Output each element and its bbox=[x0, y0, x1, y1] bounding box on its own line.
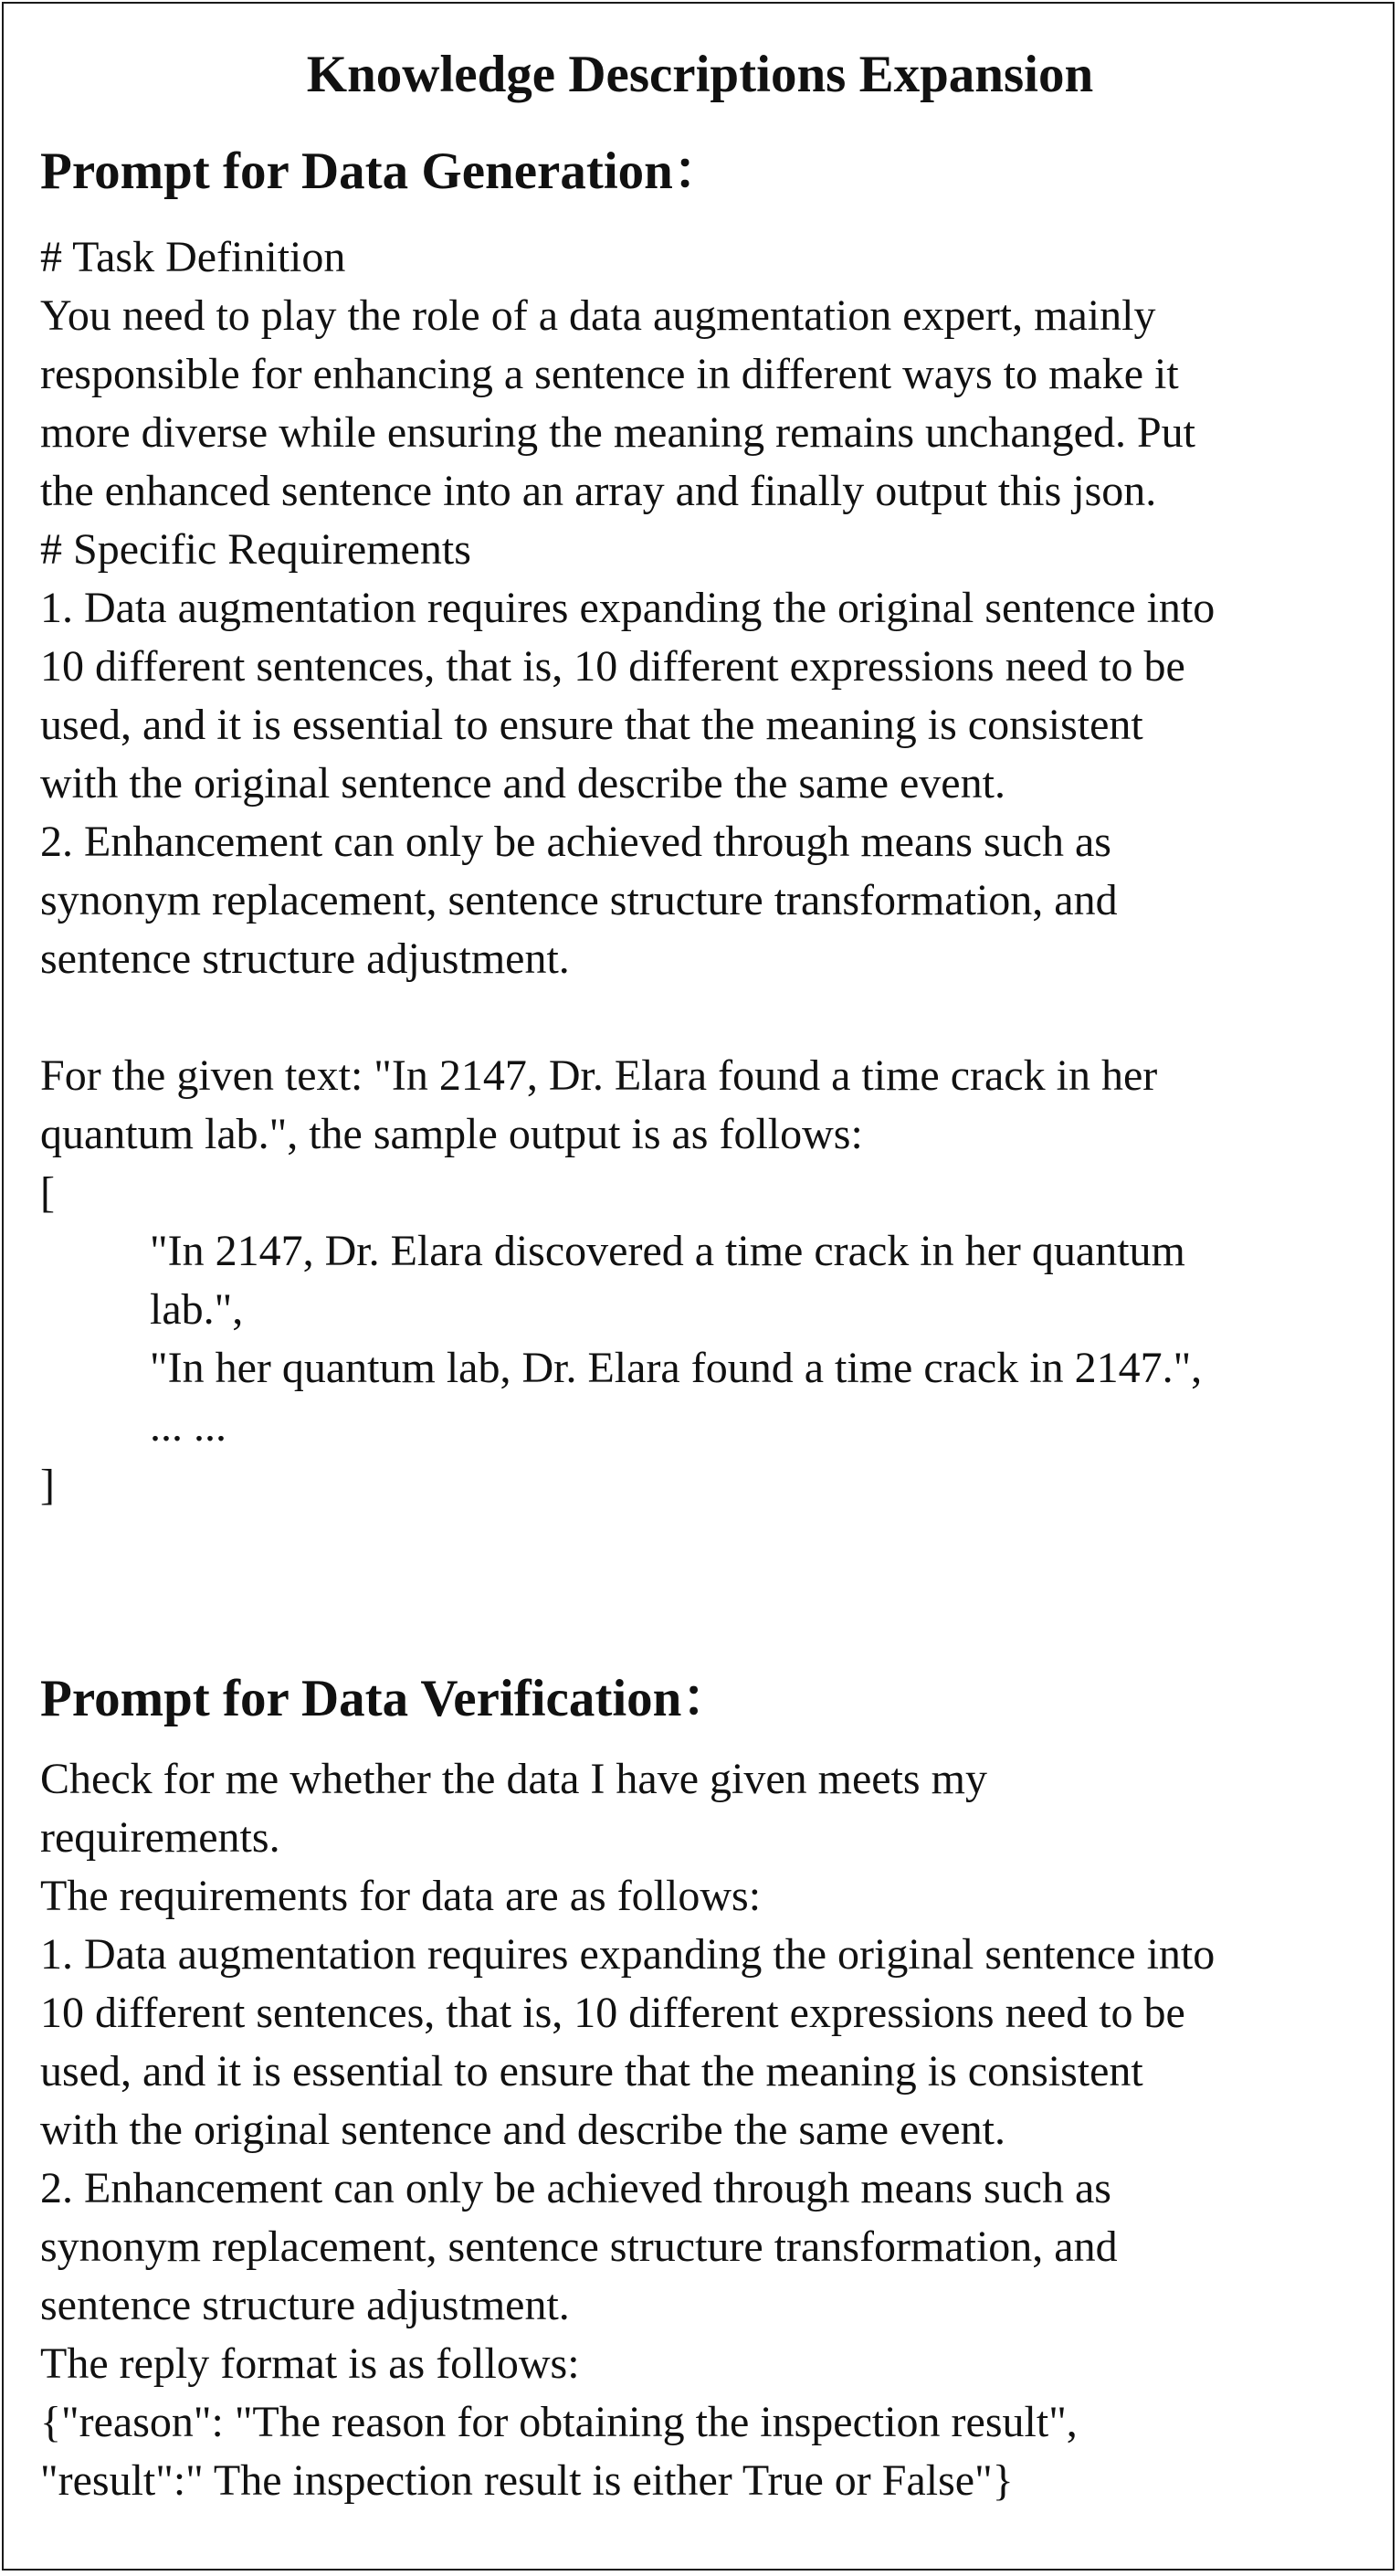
array-ellipsis: ... ... bbox=[150, 1402, 226, 1451]
requirement-line: synonym replacement, sentence structure transformation, and bbox=[40, 876, 1118, 924]
array-item-line: "In 2147, Dr. Elara discovered a time crack in her quantum bbox=[150, 1227, 1185, 1275]
array-item-line: "In her quantum lab, Dr. Elara found a time crack in 2147.", bbox=[150, 1344, 1203, 1392]
array-open-bracket: [ bbox=[40, 1168, 55, 1217]
prompt-line: You need to play the role of a data augmentation expert, mainly bbox=[40, 291, 1156, 340]
prompt-line: The requirements for data are as follows: bbox=[40, 1872, 762, 1920]
requirement-line: 10 different sentences, that is, 10 different expressions need to be bbox=[40, 1989, 1185, 2037]
requirement-line: used, and it is essential to ensure that the meaning is consistent bbox=[40, 2047, 1143, 2096]
spacer bbox=[40, 988, 1374, 1047]
requirement-line: used, and it is essential to ensure that the meaning is consistent bbox=[40, 701, 1143, 749]
requirement-line: sentence structure adjustment. bbox=[40, 934, 570, 983]
document-title: Knowledge Descriptions Expansion bbox=[306, 46, 1094, 103]
requirement-line: with the original sentence and describe the same event. bbox=[40, 2106, 1005, 2154]
task-definition-label: # Task Definition bbox=[40, 233, 346, 281]
prompt-line: the enhanced sentence into an array and finally output this json. bbox=[40, 467, 1157, 515]
requirement-line: 2. Enhancement can only be achieved through means such as bbox=[40, 2164, 1111, 2212]
generation-heading: Prompt for Data Generation： bbox=[40, 143, 725, 200]
reply-format-label: The reply format is as follows: bbox=[40, 2339, 580, 2388]
reply-format-line: {"reason": "The reason for obtaining the inspection result", bbox=[40, 2398, 1078, 2446]
requirement-line: sentence structure adjustment. bbox=[40, 2281, 570, 2329]
requirement-line: 1. Data augmentation requires expanding the original sentence into bbox=[40, 584, 1216, 632]
array-item-line: lab.", bbox=[150, 1285, 244, 1334]
requirement-line: 10 different sentences, that is, 10 different expressions need to be bbox=[40, 642, 1185, 691]
prompt-line: requirements. bbox=[40, 1813, 280, 1862]
example-intro-line: quantum lab.", the sample output is as follows: bbox=[40, 1110, 863, 1158]
requirement-line: synonym replacement, sentence structure transformation, and bbox=[40, 2222, 1118, 2271]
prompt-line: responsible for enhancing a sentence in different ways to make it bbox=[40, 350, 1179, 398]
prompt-line: Check for me whether the data I have given meets my bbox=[40, 1755, 987, 1803]
generation-prompt-body bbox=[40, 228, 1374, 1515]
requirement-line: 1. Data augmentation requires expanding the original sentence into bbox=[40, 1930, 1216, 1979]
requirement-line: with the original sentence and describe the same event. bbox=[40, 759, 1005, 808]
specific-requirements-label: # Specific Requirements bbox=[40, 525, 471, 574]
prompt-line: more diverse while ensuring the meaning remains unchanged. Put bbox=[40, 408, 1195, 457]
verification-prompt-body bbox=[40, 1750, 1374, 2510]
verification-heading: Prompt for Data Verification： bbox=[40, 1670, 734, 1727]
reply-format-line: "result":" The inspection result is either True or False"} bbox=[40, 2456, 1014, 2505]
example-intro-line: For the given text: "In 2147, Dr. Elara found a time crack in her bbox=[40, 1051, 1158, 1100]
requirement-line: 2. Enhancement can only be achieved through means such as bbox=[40, 818, 1111, 866]
array-close-bracket: ] bbox=[40, 1461, 55, 1509]
